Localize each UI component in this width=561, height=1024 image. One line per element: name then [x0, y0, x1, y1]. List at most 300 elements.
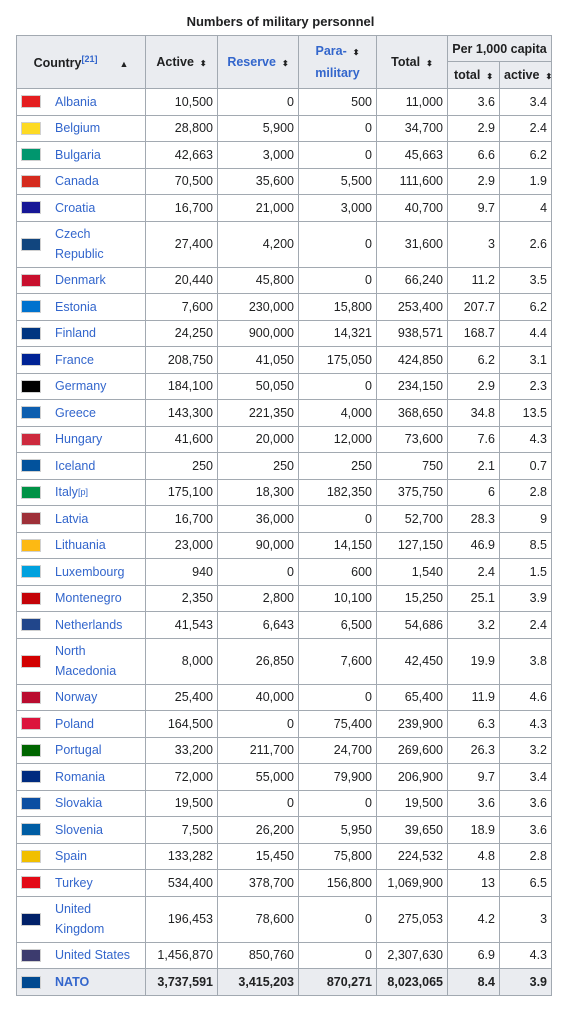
country-link[interactable]: Germany: [55, 379, 107, 394]
cell-total: 73,600: [377, 426, 448, 453]
cell-para: 14,321: [299, 320, 377, 347]
flag-icon[interactable]: [21, 353, 41, 366]
cell-pc-active: 3.9: [500, 585, 552, 612]
cell-total: 15,250: [377, 585, 448, 612]
cell-para: 14,150: [299, 532, 377, 559]
cell-pc-total: 6.9: [448, 942, 500, 969]
cell-para: 0: [299, 896, 377, 942]
cell-active: 534,400: [146, 870, 218, 897]
cell-pc-active: 2.8: [500, 843, 552, 870]
cell-para: 0: [299, 142, 377, 169]
col-header-pc-total-label: total: [453, 68, 481, 82]
cell-reserve: 0: [218, 559, 299, 586]
cell-total: 375,750: [377, 479, 448, 506]
country-link[interactable]: France: [55, 352, 94, 367]
sort-icon[interactable]: ⬍: [281, 59, 289, 68]
cell-country: [17, 479, 146, 506]
cell-reserve: 15,450: [218, 843, 299, 870]
cell-country: [17, 896, 146, 942]
cell-reserve: 0: [218, 89, 299, 116]
country-cell-wrap: [21, 323, 141, 343]
country-cell-wrap: [21, 687, 141, 707]
cell-total: 34,700: [377, 115, 448, 142]
sort-icon[interactable]: ⬍: [352, 48, 360, 57]
cell-active: 133,282: [146, 843, 218, 870]
country-link[interactable]: Portugal: [55, 743, 102, 758]
cell-active: 184,100: [146, 373, 218, 400]
flag-icon[interactable]: [21, 148, 41, 161]
table-row: [17, 817, 552, 844]
cell-active: 41,543: [146, 612, 218, 639]
flag-icon[interactable]: [21, 744, 41, 757]
country-cell-wrap: [21, 945, 141, 965]
cell-reserve: 36,000: [218, 506, 299, 533]
cell-pc-active: 3.4: [500, 89, 552, 116]
cell-pc-total: 3.2: [448, 612, 500, 639]
cell-para: 12,000: [299, 426, 377, 453]
cell-country: [17, 764, 146, 791]
cell-total: 253,400: [377, 294, 448, 321]
cell-active: 7,600: [146, 294, 218, 321]
flag-icon[interactable]: [21, 797, 41, 810]
cell-total: 224,532: [377, 843, 448, 870]
country-link[interactable]: North Macedonia: [55, 644, 117, 678]
cell-reserve: 250: [218, 453, 299, 480]
country-link[interactable]: Lithuania: [55, 538, 106, 553]
cell-active: 19,500: [146, 790, 218, 817]
cell-reserve: 35,600: [218, 168, 299, 195]
cell-pc-total: 46.9: [448, 532, 500, 559]
sort-icon[interactable]: ⬍: [545, 72, 553, 81]
cell-active: 41,600: [146, 426, 218, 453]
cell-country: [17, 969, 146, 996]
country-link[interactable]: Montenegro: [55, 591, 122, 606]
cell-pc-total: 11.9: [448, 684, 500, 711]
table-row: [17, 347, 552, 374]
col-header-pc-active[interactable]: [500, 62, 552, 89]
cell-country: [17, 115, 146, 142]
cell-country: [17, 585, 146, 612]
cell-total: 39,650: [377, 817, 448, 844]
cell-total: 269,600: [377, 737, 448, 764]
table-row: [17, 612, 552, 639]
cell-pc-total: 18.9: [448, 817, 500, 844]
cell-pc-total: 3: [448, 221, 500, 267]
flag-icon[interactable]: [21, 486, 41, 499]
cell-pc-active: 4.3: [500, 942, 552, 969]
flag-icon[interactable]: [21, 913, 41, 926]
country-cell-wrap: [21, 562, 141, 582]
country-link[interactable]: Finland: [55, 326, 96, 341]
country-cell-wrap: [21, 714, 141, 734]
cell-active: 208,750: [146, 347, 218, 374]
col-header-reserve[interactable]: [218, 36, 299, 89]
cell-pc-total: 168.7: [448, 320, 500, 347]
cell-total: 206,900: [377, 764, 448, 791]
cell-para: 182,350: [299, 479, 377, 506]
cell-total: 938,571: [377, 320, 448, 347]
cell-pc-total: 8.4: [448, 969, 500, 996]
country-link[interactable]: Luxembourg: [55, 564, 125, 579]
cell-active: 42,663: [146, 142, 218, 169]
country-link[interactable]: Romania: [55, 769, 106, 784]
country-link[interactable]: Belgium: [55, 121, 101, 136]
flag-icon[interactable]: [21, 691, 41, 704]
cell-reserve: 50,050: [218, 373, 299, 400]
country-cell-wrap: [21, 224, 141, 264]
country-cell-wrap: [21, 198, 141, 218]
country-link[interactable]: Slovenia: [55, 822, 103, 837]
table-row: [17, 400, 552, 427]
cell-active: 940: [146, 559, 218, 586]
col-header-country[interactable]: [17, 36, 146, 89]
cell-country: [17, 711, 146, 738]
flag-icon[interactable]: [21, 592, 41, 605]
cell-total: 19,500: [377, 790, 448, 817]
cell-pc-active: 4.6: [500, 684, 552, 711]
cell-country: [17, 638, 146, 684]
cell-pc-active: 13.5: [500, 400, 552, 427]
country-cell-wrap: [21, 171, 141, 191]
cell-pc-active: 3.8: [500, 638, 552, 684]
cell-reserve: 900,000: [218, 320, 299, 347]
flag-icon[interactable]: [21, 95, 41, 108]
cell-active: 20,440: [146, 267, 218, 294]
cell-para: 0: [299, 684, 377, 711]
cell-para: 250: [299, 453, 377, 480]
cell-reserve: 3,000: [218, 142, 299, 169]
table-row: [17, 168, 552, 195]
cell-country: [17, 942, 146, 969]
table-caption: Numbers of military personnel: [186, 14, 375, 29]
country-link[interactable]: United States: [55, 948, 131, 963]
cell-total: 1,540: [377, 559, 448, 586]
country-link[interactable]: NATO: [55, 975, 90, 989]
cell-pc-total: 11.2: [448, 267, 500, 294]
table-row: [17, 506, 552, 533]
cell-reserve: 0: [218, 790, 299, 817]
country-cell-wrap: [21, 456, 141, 476]
flag-icon[interactable]: [21, 238, 41, 251]
table-row: [17, 790, 552, 817]
cell-pc-total: 26.3: [448, 737, 500, 764]
cell-pc-total: 207.7: [448, 294, 500, 321]
cell-country: [17, 532, 146, 559]
cell-country: [17, 221, 146, 267]
cell-reserve: 40,000: [218, 684, 299, 711]
cell-active: 28,800: [146, 115, 218, 142]
cell-para: 600: [299, 559, 377, 586]
table-row: [17, 764, 552, 791]
table-row: [17, 532, 552, 559]
cell-active: 27,400: [146, 221, 218, 267]
cell-reserve: 6,643: [218, 612, 299, 639]
cell-country: [17, 320, 146, 347]
cell-pc-total: 9.7: [448, 195, 500, 222]
cell-pc-total: 6.3: [448, 711, 500, 738]
cell-total: 111,600: [377, 168, 448, 195]
cell-para: 75,800: [299, 843, 377, 870]
table-row: [17, 142, 552, 169]
cell-reserve: 378,700: [218, 870, 299, 897]
cell-active: 1,456,870: [146, 942, 218, 969]
flag-icon[interactable]: [21, 655, 41, 668]
flag-icon[interactable]: [21, 949, 41, 962]
cell-country: [17, 790, 146, 817]
cell-pc-active: 3.4: [500, 764, 552, 791]
cell-reserve: 78,600: [218, 896, 299, 942]
cell-country: [17, 400, 146, 427]
country-cell-wrap: [21, 873, 141, 893]
cell-active: 196,453: [146, 896, 218, 942]
cell-reserve: 20,000: [218, 426, 299, 453]
country-cell-wrap: [21, 820, 141, 840]
sort-ascending-icon[interactable]: ▲: [119, 59, 129, 70]
cell-country: [17, 426, 146, 453]
flag-icon[interactable]: [21, 201, 41, 214]
footnote-ref[interactable]: [p]: [77, 487, 88, 498]
col-header-country-label: Country: [33, 56, 82, 71]
flag-icon[interactable]: [21, 618, 41, 631]
cell-para: 0: [299, 790, 377, 817]
cell-total: 275,053: [377, 896, 448, 942]
cell-pc-active: 3: [500, 896, 552, 942]
cell-pc-active: 2.8: [500, 479, 552, 506]
cell-para: 6,500: [299, 612, 377, 639]
cell-pc-total: 6.2: [448, 347, 500, 374]
cell-pc-active: 4.4: [500, 320, 552, 347]
military-personnel-table: [16, 35, 552, 996]
cell-pc-total: 19.9: [448, 638, 500, 684]
country-link[interactable]: Turkey: [55, 875, 93, 890]
cell-country: [17, 195, 146, 222]
country-link[interactable]: Netherlands: [55, 617, 123, 632]
cell-country: [17, 267, 146, 294]
cell-active: 70,500: [146, 168, 218, 195]
country-link[interactable]: Poland: [55, 716, 94, 731]
cell-pc-total: 3.6: [448, 790, 500, 817]
cell-country: [17, 612, 146, 639]
table-row: [17, 320, 552, 347]
cell-active: 3,737,591: [146, 969, 218, 996]
cell-reserve: 2,800: [218, 585, 299, 612]
flag-icon[interactable]: [21, 300, 41, 313]
table-row: [17, 870, 552, 897]
cell-pc-total: 4.2: [448, 896, 500, 942]
table-row: [17, 479, 552, 506]
flag-icon[interactable]: [21, 327, 41, 340]
cell-country: [17, 373, 146, 400]
cell-pc-total: 2.9: [448, 373, 500, 400]
country-link[interactable]: Denmark: [55, 273, 106, 288]
cell-active: 33,200: [146, 737, 218, 764]
cell-para: 870,271: [299, 969, 377, 996]
flag-icon[interactable]: [21, 122, 41, 135]
flag-icon[interactable]: [21, 539, 41, 552]
flag-icon[interactable]: [21, 433, 41, 446]
col-header-total[interactable]: [377, 36, 448, 89]
country-cell-wrap: [21, 118, 141, 138]
cell-pc-total: 25.1: [448, 585, 500, 612]
ref-21[interactable]: [21]: [81, 53, 98, 64]
cell-para: 5,950: [299, 817, 377, 844]
cell-pc-active: 3.6: [500, 817, 552, 844]
cell-reserve: 221,350: [218, 400, 299, 427]
flag-icon[interactable]: [21, 876, 41, 889]
flag-icon[interactable]: [21, 850, 41, 863]
table-row: [17, 89, 552, 116]
table-row: [17, 638, 552, 684]
country-cell-wrap: [21, 588, 141, 608]
cell-pc-total: 2.4: [448, 559, 500, 586]
country-cell-wrap: [21, 297, 141, 317]
cell-country: [17, 684, 146, 711]
col-header-active[interactable]: [146, 36, 218, 89]
table-row: [17, 115, 552, 142]
country-link[interactable]: Norway: [55, 690, 98, 705]
country-link[interactable]: Hungary: [55, 432, 103, 447]
cell-para: 3,000: [299, 195, 377, 222]
country-link[interactable]: Estonia: [55, 299, 97, 314]
col-header-pc-total[interactable]: [448, 62, 500, 89]
cell-para: 500: [299, 89, 377, 116]
country-link[interactable]: Greece: [55, 405, 96, 420]
table-row: [17, 373, 552, 400]
cell-country: [17, 506, 146, 533]
cell-pc-active: 2.4: [500, 612, 552, 639]
country-link[interactable]: Slovakia: [55, 796, 103, 811]
cell-total: 65,400: [377, 684, 448, 711]
cell-reserve: 21,000: [218, 195, 299, 222]
country-link[interactable]: Spain: [55, 849, 87, 864]
cell-active: 25,400: [146, 684, 218, 711]
table-row: [17, 896, 552, 942]
col-header-per-capita: Per 1,000 capita: [448, 36, 552, 62]
country-link[interactable]: Latvia: [55, 511, 89, 526]
cell-para: 5,500: [299, 168, 377, 195]
flag-icon[interactable]: [21, 274, 41, 287]
cell-pc-total: 6: [448, 479, 500, 506]
col-header-reserve-link[interactable]: Reserve: [227, 55, 276, 69]
table-row: [17, 843, 552, 870]
cell-para: 175,050: [299, 347, 377, 374]
cell-total: 11,000: [377, 89, 448, 116]
sort-icon[interactable]: ⬍: [199, 59, 207, 68]
cell-pc-active: 4.3: [500, 711, 552, 738]
cell-country: [17, 817, 146, 844]
cell-country: [17, 168, 146, 195]
flag-icon[interactable]: [21, 175, 41, 188]
col-header-para-line1[interactable]: Para-: [315, 44, 347, 58]
sort-icon[interactable]: ⬍: [486, 72, 494, 81]
country-link[interactable]: Czech Republic: [55, 227, 104, 261]
cell-reserve: 850,760: [218, 942, 299, 969]
cell-total: 1,069,900: [377, 870, 448, 897]
col-header-total-label: Total: [391, 55, 421, 69]
table-row: [17, 221, 552, 267]
country-cell-wrap: [21, 972, 141, 992]
cell-pc-active: 2.3: [500, 373, 552, 400]
col-header-active-label: Active: [156, 55, 194, 69]
table-row: [17, 559, 552, 586]
country-link[interactable]: Canada: [55, 174, 99, 189]
cell-para: 0: [299, 115, 377, 142]
flag-icon[interactable]: [21, 565, 41, 578]
cell-reserve: 18,300: [218, 479, 299, 506]
cell-total: 234,150: [377, 373, 448, 400]
cell-para: 10,100: [299, 585, 377, 612]
country-link[interactable]: Albania: [55, 94, 97, 109]
cell-pc-active: 0.7: [500, 453, 552, 480]
cell-para: 79,900: [299, 764, 377, 791]
table-row: [17, 426, 552, 453]
cell-pc-total: 4.8: [448, 843, 500, 870]
flag-icon[interactable]: [21, 770, 41, 783]
flag-icon[interactable]: [21, 459, 41, 472]
cell-pc-active: 6.2: [500, 142, 552, 169]
country-link[interactable]: Bulgaria: [55, 147, 101, 162]
cell-total: 54,686: [377, 612, 448, 639]
flag-icon[interactable]: [21, 823, 41, 836]
country-cell-wrap: [21, 767, 141, 787]
cell-reserve: 211,700: [218, 737, 299, 764]
cell-pc-total: 34.8: [448, 400, 500, 427]
table-row: [17, 942, 552, 969]
cell-total: 127,150: [377, 532, 448, 559]
col-header-para-line2[interactable]: military: [315, 66, 360, 80]
country-link[interactable]: Iceland: [55, 458, 96, 473]
cell-para: 0: [299, 373, 377, 400]
country-link[interactable]: Croatia: [55, 200, 96, 215]
cell-total: 52,700: [377, 506, 448, 533]
cell-pc-active: 6.5: [500, 870, 552, 897]
cell-country: [17, 843, 146, 870]
cell-total: 2,307,630: [377, 942, 448, 969]
cell-reserve: 4,200: [218, 221, 299, 267]
table-row: [17, 195, 552, 222]
table-row: [17, 294, 552, 321]
cell-para: 0: [299, 942, 377, 969]
cell-active: 2,350: [146, 585, 218, 612]
flag-icon[interactable]: [21, 976, 41, 989]
cell-pc-total: 13: [448, 870, 500, 897]
country-cell-wrap: [21, 899, 141, 939]
cell-para: 0: [299, 506, 377, 533]
cell-pc-active: 3.1: [500, 347, 552, 374]
flag-icon[interactable]: [21, 380, 41, 393]
cell-pc-active: 1.5: [500, 559, 552, 586]
cell-total: 424,850: [377, 347, 448, 374]
cell-total: 66,240: [377, 267, 448, 294]
sort-icon[interactable]: ⬍: [426, 59, 433, 68]
cell-reserve: 55,000: [218, 764, 299, 791]
flag-icon[interactable]: [21, 717, 41, 730]
cell-active: 164,500: [146, 711, 218, 738]
col-header-paramilitary[interactable]: [299, 36, 377, 89]
cell-pc-total: 9.7: [448, 764, 500, 791]
cell-pc-active: 3.2: [500, 737, 552, 764]
country-link[interactable]: United Kingdom: [55, 902, 105, 936]
cell-para: 7,600: [299, 638, 377, 684]
cell-active: 250: [146, 453, 218, 480]
table-row: [17, 585, 552, 612]
country-cell-wrap: [21, 92, 141, 112]
flag-icon[interactable]: [21, 512, 41, 525]
flag-icon[interactable]: [21, 406, 41, 419]
country-link[interactable]: Italy: [55, 485, 78, 500]
cell-total: 368,650: [377, 400, 448, 427]
cell-reserve: 45,800: [218, 267, 299, 294]
